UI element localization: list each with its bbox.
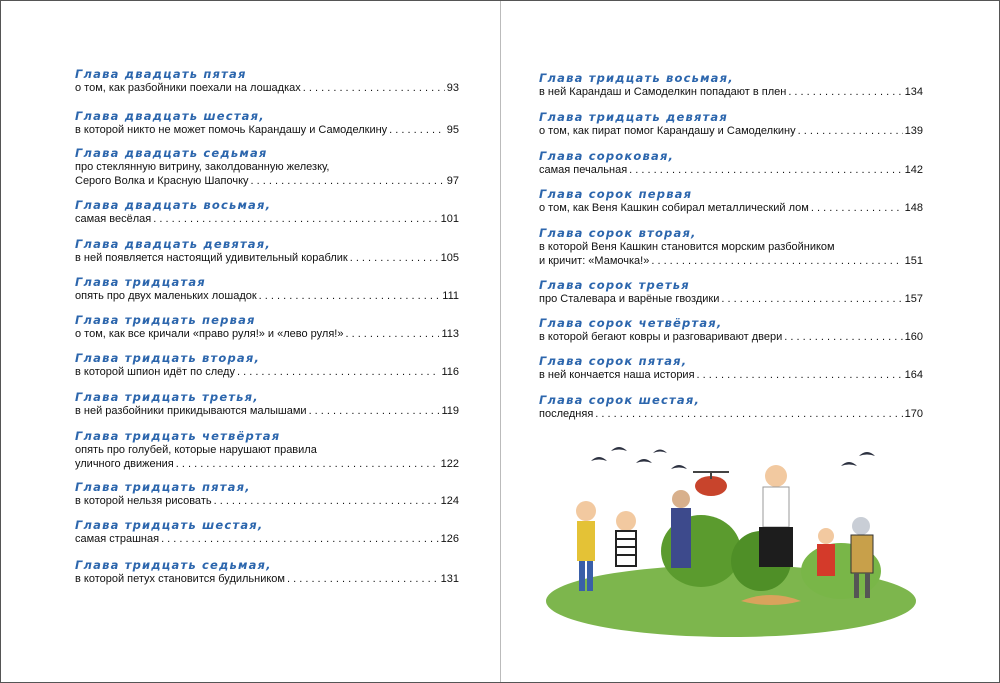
chapter-description: в которой шпион идёт по следу xyxy=(75,366,235,378)
chapter-description: в которой нельзя рисовать xyxy=(75,495,212,507)
chapter-description: про Сталевара и варёные гвоздики xyxy=(539,293,720,305)
page-number: 111 xyxy=(442,290,459,302)
chapter-line[interactable] xyxy=(75,365,459,379)
toc-entry xyxy=(75,146,459,188)
chapter-description: в которой никто не может помочь Карандашу и Самоделкину xyxy=(75,124,388,136)
toc-entry xyxy=(539,71,923,99)
chapter-heading: Глава сороковая, xyxy=(539,149,675,163)
chapter-line[interactable] xyxy=(75,572,459,586)
chapter-heading: Глава тридцать восьмая, xyxy=(539,71,734,85)
chapter-description: Серого Волка и Красную Шапочку xyxy=(75,175,249,187)
dot-leader xyxy=(721,292,902,306)
chapter-line[interactable] xyxy=(539,85,923,99)
chapter-description: самая весёлая xyxy=(75,213,152,225)
chapter-heading: Глава сорок вторая, xyxy=(539,226,697,240)
toc-entry xyxy=(539,187,923,215)
chapter-line[interactable] xyxy=(75,81,459,95)
chapter-heading: Глава сорок пятая, xyxy=(539,354,688,368)
chapter-description: и кричит: «Мамочка!» xyxy=(539,255,650,267)
page-number: 160 xyxy=(904,331,923,343)
page-number: 101 xyxy=(440,213,459,225)
dot-leader xyxy=(350,251,439,265)
dot-leader xyxy=(811,201,903,215)
dot-leader xyxy=(784,330,902,344)
chapter-heading: Глава тридцать пятая, xyxy=(75,480,251,494)
dot-leader xyxy=(176,457,439,471)
toc-entry xyxy=(75,351,459,379)
dot-leader xyxy=(251,174,445,188)
chapter-description: самая печальная xyxy=(539,164,628,176)
dot-leader xyxy=(651,254,902,268)
chapter-description: о том, как разбойники поехали на лошадках xyxy=(75,82,301,94)
toc-entry xyxy=(75,275,459,303)
page-number: 95 xyxy=(446,124,459,136)
chapter-heading: Глава тридцать девятая xyxy=(539,110,728,124)
chapter-line[interactable] xyxy=(75,174,459,188)
chapter-line[interactable] xyxy=(539,124,923,138)
chapter-description: последняя xyxy=(539,408,594,420)
chapter-description: о том, как все кричали «право руля!» и «лево руля!» xyxy=(75,328,344,340)
toc-entry xyxy=(539,354,923,382)
page-number: 119 xyxy=(441,405,459,417)
bird-icon xyxy=(653,450,667,454)
chapter-line[interactable] xyxy=(539,368,923,382)
toc-entry xyxy=(75,390,459,418)
page-number: 116 xyxy=(441,366,459,378)
page-number: 105 xyxy=(440,252,459,264)
chapter-description-line: про стеклянную витрину, заколдованную железку, xyxy=(75,161,330,173)
page-number: 93 xyxy=(446,82,459,94)
dot-leader xyxy=(697,368,903,382)
toc-entry xyxy=(539,393,923,421)
toc-entry xyxy=(75,109,459,137)
page-number: 170 xyxy=(904,408,923,420)
chapter-description-line: в которой Веня Кашкин становится морским разбойником xyxy=(539,241,835,253)
chapter-heading: Глава сорок третья xyxy=(539,278,690,292)
bird-icon xyxy=(671,465,687,469)
dot-leader xyxy=(214,494,439,508)
page-number: 164 xyxy=(904,369,923,381)
page-number: 124 xyxy=(440,495,459,507)
dot-leader xyxy=(629,163,902,177)
page-number: 113 xyxy=(441,328,459,340)
page-number: 157 xyxy=(904,293,923,305)
chapter-description: уличного движения xyxy=(75,458,174,470)
toc-entry xyxy=(539,110,923,138)
dot-leader xyxy=(161,532,439,546)
chapter-heading: Глава тридцатая xyxy=(75,275,206,289)
chapter-heading: Глава двадцать шестая, xyxy=(75,109,265,123)
chapter-description-line: опять про голубей, которые нарушают правила xyxy=(75,444,317,456)
chapter-heading: Глава сорок шестая, xyxy=(539,393,701,407)
chapter-line[interactable] xyxy=(75,494,459,508)
bird-icon xyxy=(859,452,875,456)
chapter-line[interactable] xyxy=(539,330,923,344)
dot-leader xyxy=(237,365,439,379)
dot-leader xyxy=(788,85,902,99)
page-number: 134 xyxy=(904,86,923,98)
chapter-line[interactable] xyxy=(75,404,459,418)
helicopter-icon xyxy=(693,471,729,496)
bird-icon xyxy=(591,457,607,461)
page-gutter xyxy=(500,1,501,682)
chapter-heading: Глава тридцать седьмая, xyxy=(75,558,272,572)
chapter-heading: Глава тридцать четвёртая xyxy=(75,429,281,443)
chapter-line[interactable] xyxy=(75,532,459,546)
dot-leader xyxy=(303,81,445,95)
dot-leader xyxy=(345,327,439,341)
bird-icon xyxy=(636,459,652,463)
toc-entry xyxy=(539,149,923,177)
toc-entry xyxy=(75,429,459,471)
page-number: 139 xyxy=(904,125,923,137)
page-number: 148 xyxy=(904,202,923,214)
chapter-heading: Глава двадцать седьмая xyxy=(75,146,268,160)
chapter-line[interactable] xyxy=(75,327,459,341)
chapter-description: в которой петух становится будильником xyxy=(75,573,285,585)
birds-group xyxy=(591,447,875,469)
dot-leader xyxy=(287,572,439,586)
chapter-description: о том, как пират помог Карандашу и Самоделкину xyxy=(539,125,796,137)
dot-leader xyxy=(798,124,903,138)
toc-entry xyxy=(75,480,459,508)
page-number: 142 xyxy=(904,164,923,176)
dot-leader xyxy=(595,407,902,421)
toc-entry xyxy=(75,518,459,546)
page-number: 151 xyxy=(904,255,923,267)
chapter-line[interactable] xyxy=(539,254,923,268)
dot-leader xyxy=(389,123,445,137)
toc-entry xyxy=(539,226,923,268)
chapter-heading: Глава тридцать шестая, xyxy=(75,518,264,532)
chapter-heading: Глава двадцать пятая xyxy=(75,67,247,81)
bird-icon xyxy=(841,462,857,466)
chapter-heading: Глава двадцать девятая, xyxy=(75,237,271,251)
chapter-description: в ней разбойники прикидываются малышами xyxy=(75,405,307,417)
chapter-heading: Глава двадцать восьмая, xyxy=(75,198,272,212)
toc-entry xyxy=(75,313,459,341)
toc-entry xyxy=(75,67,459,95)
dot-leader xyxy=(259,289,441,303)
chapter-line[interactable] xyxy=(539,163,923,177)
page-number: 122 xyxy=(440,458,459,470)
chapter-heading: Глава сорок четвёртая, xyxy=(539,316,723,330)
chapter-line[interactable] xyxy=(539,407,923,421)
chapter-description: в ней появляется настоящий удивительный кораблик xyxy=(75,252,348,264)
chapter-heading: Глава сорок первая xyxy=(539,187,693,201)
chapter-description: опять про двух маленьких лошадок xyxy=(75,290,257,302)
chapter-line[interactable] xyxy=(75,251,459,265)
chapter-line[interactable] xyxy=(75,457,459,471)
toc-entry xyxy=(539,278,923,306)
chapter-line[interactable] xyxy=(75,123,459,137)
toc-entry xyxy=(75,237,459,265)
page-number: 97 xyxy=(446,175,459,187)
chapter-line[interactable] xyxy=(539,201,923,215)
dot-leader xyxy=(153,212,438,226)
page-number: 126 xyxy=(440,533,459,545)
chapter-description: в ней Карандаш и Самоделкин попадают в плен xyxy=(539,86,787,98)
bird-icon xyxy=(611,447,627,451)
page-number: 131 xyxy=(440,573,459,585)
chapter-description: в ней кончается наша история xyxy=(539,369,695,381)
chapter-heading: Глава тридцать вторая, xyxy=(75,351,261,365)
chapter-description: самая страшная xyxy=(75,533,160,545)
chapter-description: в которой бегают ковры и разговаривают двери xyxy=(539,331,783,343)
chapter-heading: Глава тридцать третья, xyxy=(75,390,259,404)
toc-entry xyxy=(75,558,459,586)
characters-illustration xyxy=(541,441,921,641)
toc-entry xyxy=(75,198,459,226)
chapter-line[interactable] xyxy=(75,212,459,226)
chapter-line[interactable] xyxy=(539,292,923,306)
chapter-line[interactable] xyxy=(75,289,459,303)
toc-entry xyxy=(539,316,923,344)
chapter-heading: Глава тридцать первая xyxy=(75,313,256,327)
dot-leader xyxy=(309,404,440,418)
chapter-description: о том, как Веня Кашкин собирал металлический лом xyxy=(539,202,809,214)
